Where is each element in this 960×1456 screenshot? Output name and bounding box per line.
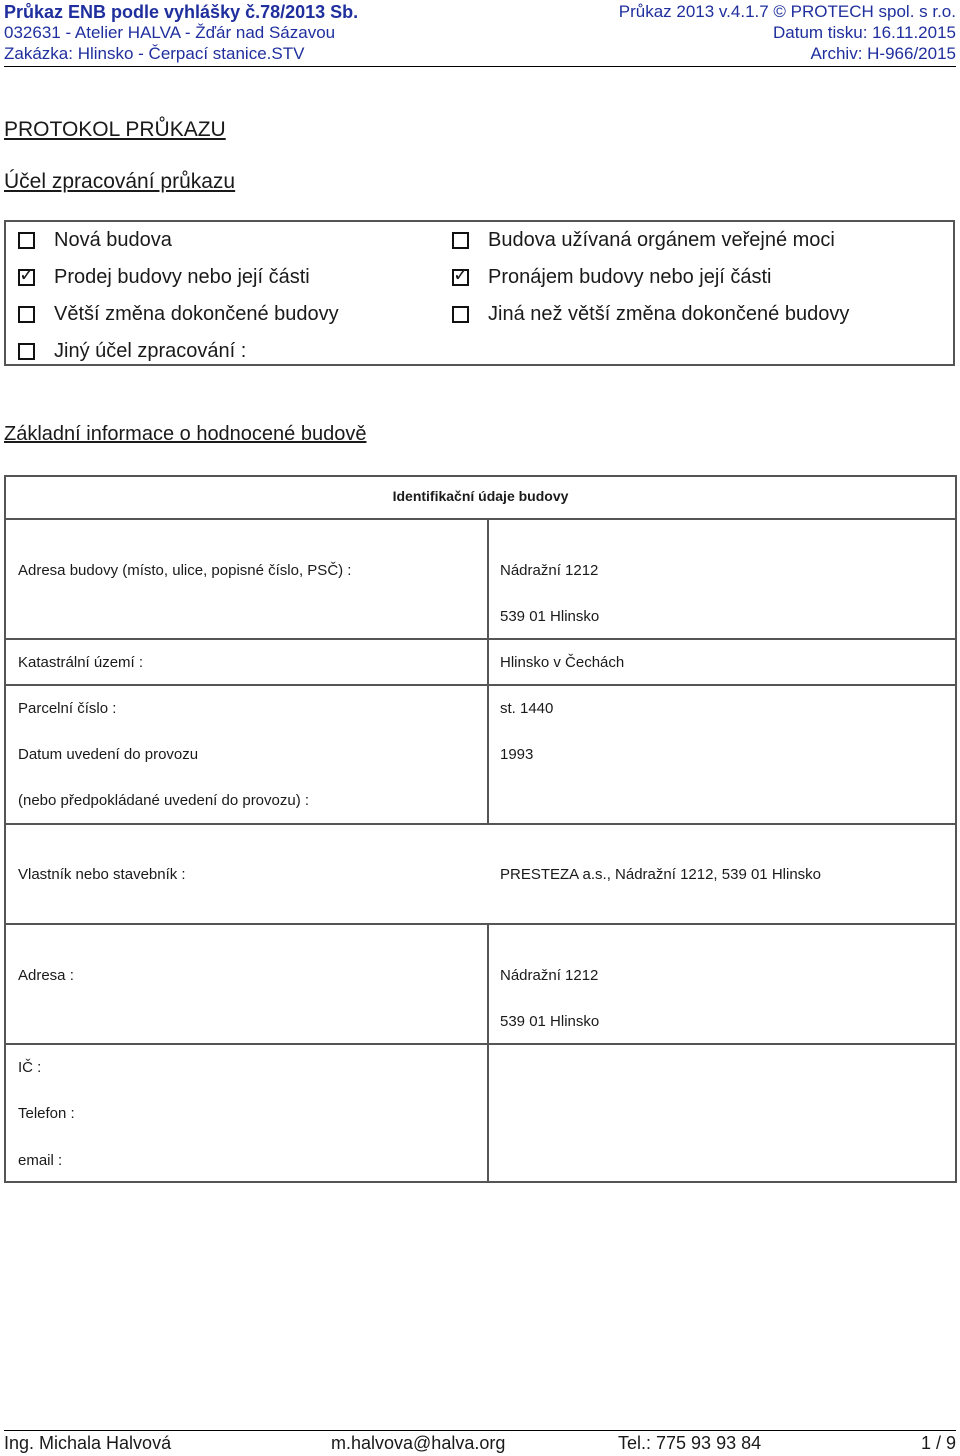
option-lease[interactable] xyxy=(452,265,772,289)
option-other-purpose[interactable] xyxy=(18,339,246,363)
office-name: 032631 - Atelier HALVA - Žďár nad Sázavou xyxy=(4,23,336,42)
option-major-renovation[interactable] xyxy=(18,302,339,326)
owner-address-line2: 539 01 Hlinsko xyxy=(500,1013,600,1030)
parcel-value: st. 1440 xyxy=(500,700,554,717)
print-date: Datum tisku: 16.11.2015 xyxy=(772,23,956,42)
commission-note: (nebo předpokládané uvedení do provozu) : xyxy=(18,792,310,809)
owner-value: PRESTEZA a.s., Nádražní 1212, 539 01 Hlinsko xyxy=(500,866,821,883)
address-line2: 539 01 Hlinsko xyxy=(500,608,600,625)
divider xyxy=(6,823,955,825)
option-label: Pronájem budovy nebo její části xyxy=(488,265,772,288)
table-caption: Identifikační údaje budovy xyxy=(392,488,569,504)
footer-author: Ing. Michala Halvová xyxy=(4,1433,172,1453)
checkbox[interactable] xyxy=(452,232,469,249)
checkbox[interactable] xyxy=(18,306,35,323)
divider xyxy=(6,923,955,925)
purpose-heading: Účel zpracování průkazu xyxy=(4,170,236,193)
email-label: email : xyxy=(18,1152,63,1169)
footer-phone: Tel.: 775 93 93 84 xyxy=(618,1433,762,1453)
commission-value: 1993 xyxy=(500,746,534,763)
option-label: Prodej budovy nebo její části xyxy=(54,265,310,288)
option-label: Budova užívaná orgánem veřejné moci xyxy=(488,228,835,251)
owner-label: Vlastník nebo stavebník : xyxy=(18,866,186,883)
basic-info-heading: Základní informace o hodnocené budově xyxy=(4,423,367,445)
cadastral-value: Hlinsko v Čechách xyxy=(500,654,625,671)
checkbox[interactable] xyxy=(452,264,469,286)
protocol-title: PROTOKOL PRŮKAZU xyxy=(4,118,226,141)
divider xyxy=(6,1043,955,1045)
option-sale[interactable] xyxy=(18,265,310,289)
page-header xyxy=(4,0,956,67)
checkbox[interactable] xyxy=(18,232,35,249)
column-divider xyxy=(487,923,489,1181)
divider xyxy=(6,684,955,686)
checkmark-icon: ✓ xyxy=(19,264,35,286)
divider xyxy=(6,638,955,640)
checkbox[interactable] xyxy=(18,343,35,360)
address-label: Adresa budovy (místo, ulice, popisné číslo, PSČ) : xyxy=(18,562,352,579)
ic-label: IČ : xyxy=(18,1059,42,1076)
purpose-box xyxy=(4,220,955,366)
checkbox[interactable] xyxy=(18,264,35,286)
identification-table xyxy=(4,475,957,1183)
document-title: Průkaz ENB podle vyhlášky č.78/2013 Sb. xyxy=(4,2,359,22)
option-label: Větší změna dokončené budovy xyxy=(54,302,339,325)
column-divider xyxy=(487,518,489,823)
option-minor-renovation[interactable] xyxy=(452,302,849,326)
checkmark-icon: ✓ xyxy=(453,264,469,286)
option-label: Nová budova xyxy=(54,228,172,251)
parcel-label: Parcelní číslo : xyxy=(18,700,117,717)
owner-address-label: Adresa : xyxy=(18,967,74,984)
address-line1: Nádražní 1212 xyxy=(500,562,599,579)
option-label: Jiný účel zpracování : xyxy=(54,339,247,362)
project-name: Zakázka: Hlinsko - Čerpací stanice.STV xyxy=(4,44,305,63)
archive-number: Archiv: H-966/2015 xyxy=(810,44,956,63)
option-label: Jiná než větší změna dokončené budovy xyxy=(488,302,850,325)
owner-address-line1: Nádražní 1212 xyxy=(500,967,599,984)
page-number: 1 / 9 xyxy=(920,1433,956,1453)
page-footer xyxy=(4,1430,956,1456)
option-public-authority[interactable] xyxy=(452,228,835,252)
commission-label: Datum uvedení do provozu xyxy=(18,746,199,763)
cadastral-label: Katastrální území : xyxy=(18,654,144,671)
option-new-building[interactable] xyxy=(18,228,172,252)
divider xyxy=(6,518,955,520)
software-version: Průkaz 2013 v.4.1.7 © PROTECH spol. s r.o. xyxy=(618,2,956,21)
phone-label: Telefon : xyxy=(18,1105,75,1122)
checkbox[interactable] xyxy=(452,306,469,323)
footer-email[interactable]: m.halvova@halva.org xyxy=(331,1433,506,1453)
